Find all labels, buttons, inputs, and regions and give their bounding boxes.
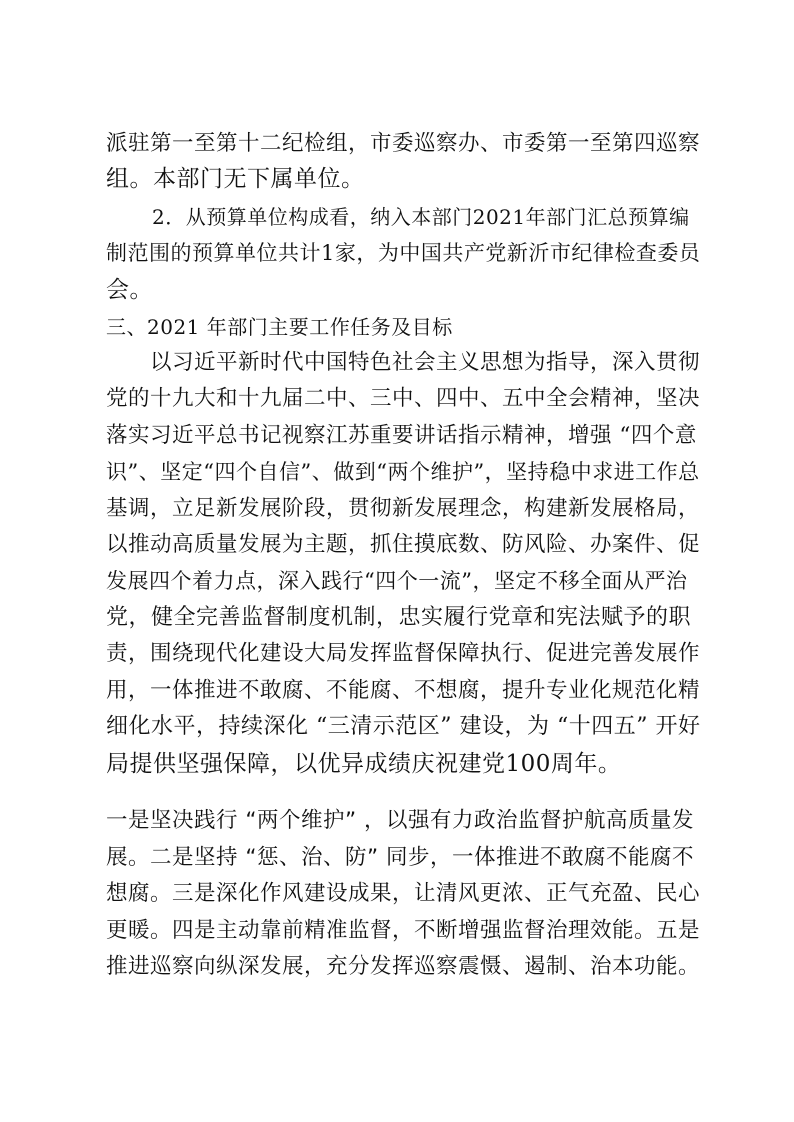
body-text-line: 落实习近平总书记视察江苏重要讲话指示精神，增强 “四个意 xyxy=(106,423,697,448)
summary-text-line: 更暖。四是主动靠前精准监督，不断增强监督治理效能。五是 xyxy=(106,918,701,943)
body-text-line: 派驻第一至第十二纪检组，市委巡察办、市委第一至第四巡察 xyxy=(106,131,701,156)
body-text-line: 党，健全完善监督制度机制，忠实履行党章和宪法赋予的职 xyxy=(106,605,692,630)
body-text-line: 局提供坚强保障，以优异成绩庆祝建党100周年。 xyxy=(106,751,622,777)
summary-text-line: 想腐。三是深化作风建设成果，让清风更浓、正气充盈、民心 xyxy=(106,881,701,906)
section-heading: 三、2021 年部门主要工作任务及目标 xyxy=(106,315,453,339)
body-text-line: 2．从预算单位构成看，纳入本部门2021年部门汇总预算编 xyxy=(152,205,690,229)
body-text-line: 用，一体推进不敢腐、不能腐、不想腐，提升专业化规范化精 xyxy=(106,678,701,703)
body-text-line: 识”、坚定“四个自信”、做到“两个维护”，坚持稳中求进工作总 xyxy=(106,460,700,484)
body-text-line: 会。 xyxy=(106,277,153,303)
summary-text-line: 推进巡察向纵深发展，充分发挥巡察震慑、遏制、治本功能。 xyxy=(106,954,701,979)
summary-text-line: 一是坚决践行 “两个维护” ，以强有力政治监督护航高质量发 xyxy=(106,808,694,833)
summary-text-line: 展。二是坚持 “惩、治、防” 同步，一体推进不敢腐不能腐不 xyxy=(106,845,694,870)
body-text-line: 党的十九大和十九届二中、三中、四中、五中全会精神，坚决 xyxy=(106,386,701,411)
body-text-line: 以习近平新时代中国特色社会主义思想为指导，深入贯彻 xyxy=(150,350,701,375)
body-text-line: 制范围的预算单位共计1家，为中国共产党新沂市纪律检查委员 xyxy=(106,241,701,265)
body-text-line: 细化水平，持续深化 “三清示范区” 建设，为 “十四五” 开好 xyxy=(106,714,701,739)
body-text-line: 责，围绕现代化建设大局发挥监督保障执行、促进完善发展作 xyxy=(106,641,701,666)
body-text-line: 组。本部门无下属单位。 xyxy=(106,166,365,192)
body-text-line: 发展四个着力点，深入践行“四个一流”，坚定不移全面从严治 xyxy=(106,569,688,593)
body-text-line: 以推动高质量发展为主题，抓住摸底数、防风险、办案件、促 xyxy=(106,532,701,557)
body-text-line: 基调，立足新发展阶段，贯彻新发展理念，构建新发展格局， xyxy=(106,496,701,521)
